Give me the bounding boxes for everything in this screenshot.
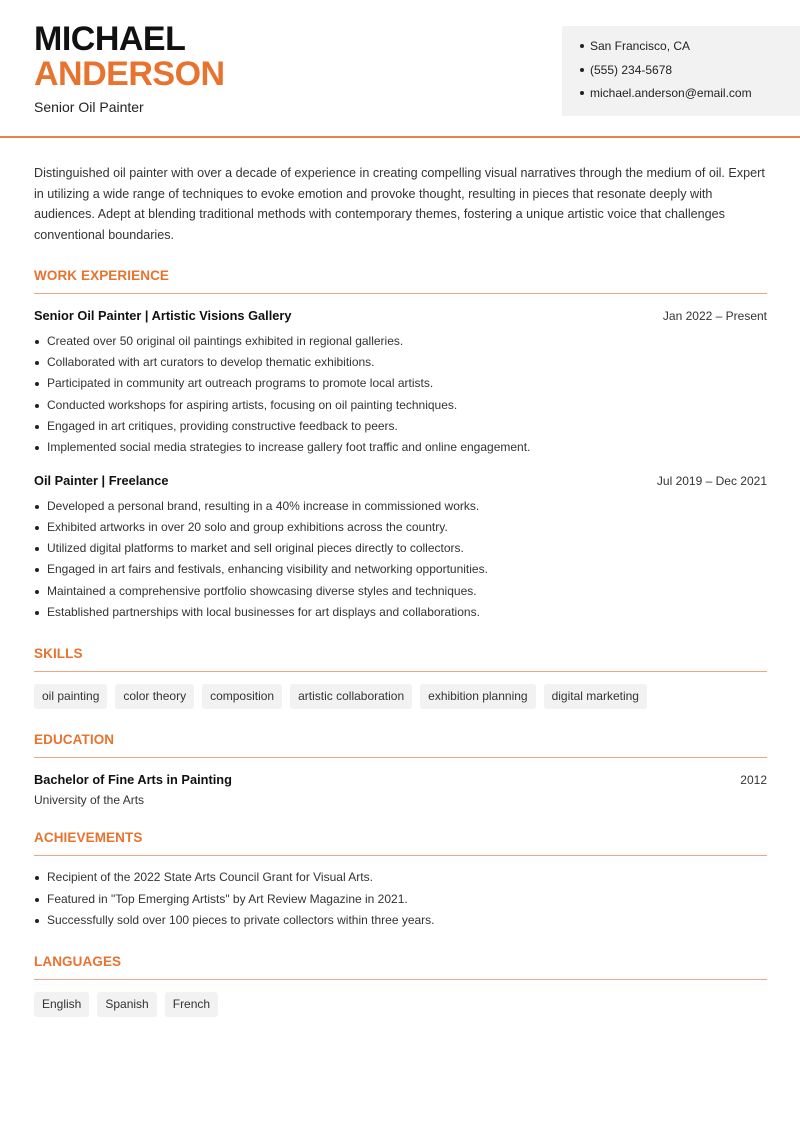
list-item: Featured in "Top Emerging Artists" by Art Review Magazine in 2021. [34,889,767,910]
job-entry [34,308,767,459]
section-title: WORK EXPERIENCE [34,268,767,294]
bullet-icon [35,446,39,450]
language-tags [34,992,767,1017]
list-item: Collaborated with art curators to develop thematic exhibitions. [34,352,767,373]
job-entry-date: Jan 2022 – Present [662,308,767,323]
contact-box [562,26,800,116]
achievement-list [34,867,767,931]
language-tag: English [34,992,89,1017]
summary: Distinguished oil painter with over a decade of experience in creating compelling visual narratives through the medium of oil. Expert in utilizing a wide range of techniques to evoke emotion and provoke thought, resulting in pieces that resonate deeply with audiences. Adept at blending traditional methods with contemporary themes, fostering a unique artistic voice that challenges conventional boundaries. [34,166,765,243]
skill-tag: artistic collaboration [290,684,412,709]
contact-email: michael.anderson@email.com [580,85,752,109]
list-item: Exhibited artworks in over 20 solo and group exhibitions across the country. [34,517,767,538]
section-title: EDUCATION [34,732,767,758]
last-name: ANDERSON [34,55,225,93]
languages-section [34,954,767,1017]
list-item: Maintained a comprehensive portfolio showcasing diverse styles and techniques. [34,581,767,602]
achievements-section [34,830,767,931]
bullet-icon [580,44,584,48]
bullet-icon [35,505,39,509]
resume-header [0,0,800,138]
list-item: Developed a personal brand, resulting in a 40% increase in commissioned works. [34,496,767,517]
bullet-icon [35,919,39,923]
list-item: Recipient of the 2022 State Arts Council Grant for Visual Arts. [34,867,767,888]
skill-tag: composition [202,684,282,709]
skill-tag: oil painting [34,684,107,709]
list-item: Conducted workshops for aspiring artists, focusing on oil painting techniques. [34,395,767,416]
list-item: Participated in community art outreach programs to promote local artists. [34,373,767,394]
job-title: Senior Oil Painter [34,99,144,115]
bullet-icon [580,68,584,72]
language-tag: French [165,992,218,1017]
contact-location: San Francisco, CA [580,38,752,62]
list-item: Implemented social media strategies to increase gallery foot traffic and online engagement. [34,437,767,458]
bullet-icon [35,382,39,386]
list-item: Engaged in art critiques, providing constructive feedback to peers. [34,416,767,437]
education-section [34,732,767,807]
skills-section [34,646,767,709]
job-entry-date: Jul 2019 – Dec 2021 [656,473,767,488]
bullet-icon [35,568,39,572]
bullet-icon [35,590,39,594]
degree: Bachelor of Fine Arts in Painting [34,772,232,788]
job-entry-title: Senior Oil Painter | Artistic Visions Gallery [34,307,292,323]
section-title: LANGUAGES [34,954,767,980]
job-entry [34,473,767,624]
list-item: Successfully sold over 100 pieces to private collectors within three years. [34,910,767,931]
skill-tag: color theory [115,684,194,709]
job-entry-title: Oil Painter | Freelance [34,472,169,488]
bullet-icon [35,547,39,551]
bullet-icon [35,425,39,429]
skill-tags [34,684,767,709]
bullet-icon [580,91,584,95]
section-title: ACHIEVEMENTS [34,830,767,856]
bullet-icon [35,898,39,902]
contact-phone: (555) 234-5678 [580,62,752,86]
language-tag: Spanish [97,992,156,1017]
list-item: Engaged in art fairs and festivals, enhancing visibility and networking opportunities. [34,559,767,580]
job-bullets [34,331,767,459]
work-experience-section [34,268,767,624]
skill-tag: digital marketing [544,684,647,709]
list-item: Utilized digital platforms to market and sell original pieces directly to collectors. [34,538,767,559]
bullet-icon [35,404,39,408]
school: University of the Arts [34,793,145,808]
list-item: Created over 50 original oil paintings exhibited in regional galleries. [34,331,767,352]
bullet-icon [35,876,39,880]
list-item: Established partnerships with local businesses for art displays and collaborations. [34,602,767,623]
resume-body [34,163,767,1017]
bullet-icon [35,361,39,365]
section-title: SKILLS [34,646,767,672]
graduation-year: 2012 [740,773,767,788]
job-bullets [34,496,767,624]
first-name: MICHAEL [34,20,186,58]
bullet-icon [35,611,39,615]
candidate-name [34,22,225,92]
bullet-icon [35,526,39,530]
skill-tag: exhibition planning [420,684,535,709]
bullet-icon [35,340,39,344]
